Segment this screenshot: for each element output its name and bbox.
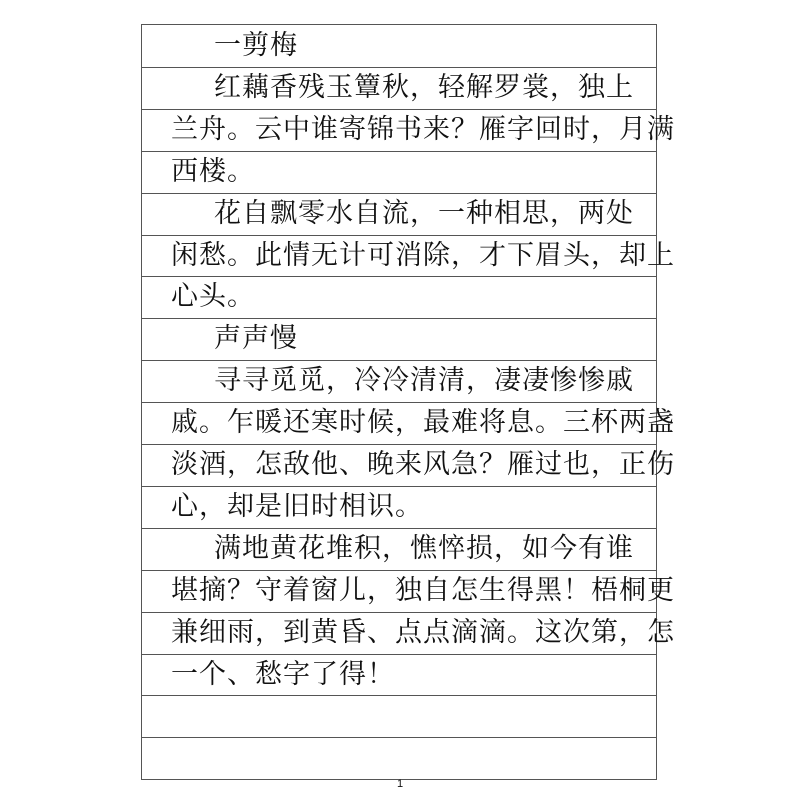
text-line-content: 花自飘零水自流，一种相思，两处	[214, 198, 634, 229]
text-line	[142, 193, 656, 234]
text-line	[142, 654, 656, 695]
text-line	[142, 25, 656, 66]
text-line	[142, 612, 675, 653]
text-line	[142, 235, 675, 276]
text-line	[142, 402, 675, 443]
text-line-content: 寻寻觅觅，冷冷清清，凄凄惨惨戚	[214, 365, 634, 396]
page-number: 1	[396, 778, 404, 790]
lined-paper-sheet	[141, 24, 675, 780]
text-line	[142, 528, 656, 569]
text-line	[142, 444, 675, 485]
blank-line	[142, 695, 656, 736]
text-line-content: 闲愁。此情无计可消除，才下眉头，却上	[171, 240, 675, 271]
text-line-content: 满地黄花堆积，憔悴损，如今有谁	[214, 533, 634, 564]
text-line-content: 声声慢	[214, 323, 298, 354]
text-line	[142, 67, 656, 108]
text-line	[142, 318, 656, 359]
text-line-content: 一个、愁字了得！	[171, 659, 395, 690]
text-line-content: 堪摘？守着窗儿，独自怎生得黑！梧桐更	[171, 575, 675, 606]
text-line-content: 兰舟。云中谁寄锦书来？雁字回时，月满	[171, 114, 675, 145]
text-line-content: 淡酒，怎敌他、晚来风急？雁过也，正伤	[171, 449, 675, 480]
text-line-content: 心头。	[171, 281, 255, 312]
text-line	[142, 151, 656, 192]
text-line	[142, 276, 656, 317]
text-line-content: 西楼。	[171, 156, 255, 187]
text-line-content: 一剪梅	[214, 30, 298, 61]
text-line	[142, 570, 675, 611]
text-line-content: 兼细雨，到黄昏、点点滴滴。这次第，怎	[171, 617, 675, 648]
text-line-content: 心，却是旧时相识。	[171, 491, 423, 522]
text-line	[142, 360, 656, 401]
blank-line	[142, 737, 656, 778]
text-line-content: 红藕香残玉簟秋，轻解罗裳，独上	[214, 72, 634, 103]
text-line-content: 戚。乍暖还寒时候，最难将息。三杯两盏	[171, 407, 675, 438]
text-line	[142, 109, 675, 150]
text-line	[142, 486, 656, 527]
